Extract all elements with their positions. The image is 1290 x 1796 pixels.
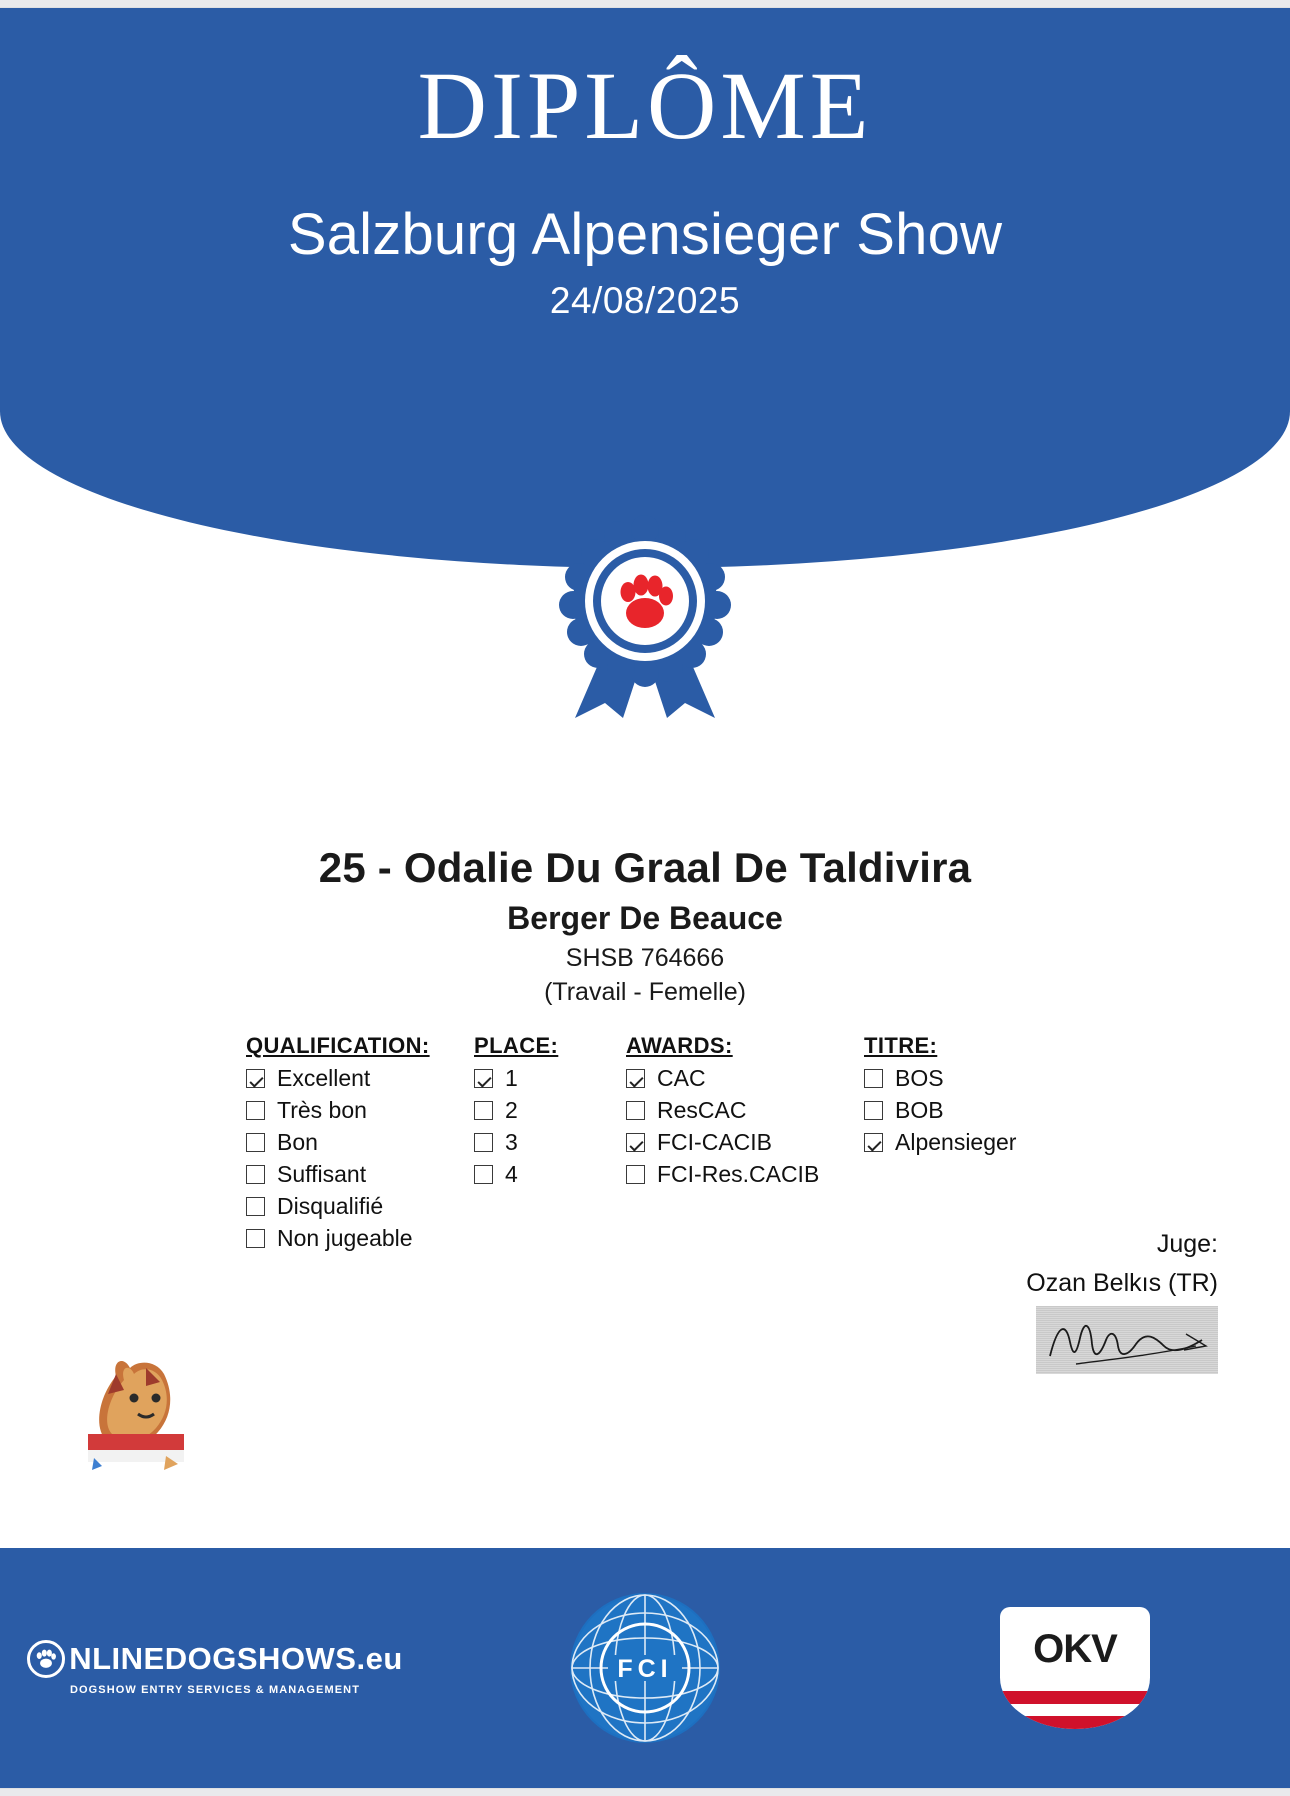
- paw-circle-icon: [27, 1640, 65, 1678]
- place-option-1[interactable]: [474, 1067, 626, 1090]
- fci-logo: [430, 1593, 860, 1743]
- dog-breed-row: [0, 900, 1290, 937]
- option-label: Excellent: [277, 1065, 371, 1091]
- titre-column: [864, 1033, 1104, 1163]
- option-label: 4: [505, 1161, 518, 1187]
- checkbox-checked-icon[interactable]: [626, 1069, 645, 1088]
- austrian-flag-stripes: [1000, 1691, 1150, 1729]
- dog-info: [0, 844, 1290, 1007]
- place-option-4[interactable]: [474, 1163, 626, 1186]
- footer-banner: [0, 1548, 1290, 1788]
- onlinedogshows-logo: [0, 1640, 430, 1696]
- dog-name: 25 - Odalie Du Graal De Taldivira: [318, 844, 972, 891]
- qualification-column: [246, 1033, 474, 1259]
- qualification-option-suffisant[interactable]: [246, 1163, 474, 1186]
- judge-signature: [1036, 1306, 1218, 1374]
- option-label: FCI-CACIB: [657, 1129, 772, 1155]
- header-text-group: [0, 8, 1290, 322]
- option-label: Très bon: [277, 1097, 367, 1123]
- qualification-option-excellent[interactable]: [246, 1067, 474, 1090]
- option-label: ResCAC: [657, 1097, 747, 1123]
- awards-option-cac[interactable]: [626, 1067, 864, 1090]
- place-heading: PLACE:: [474, 1033, 559, 1058]
- dog-photo: [72, 1346, 200, 1474]
- place-column: [474, 1033, 626, 1195]
- judge-name: Ozan Belkıs (TR): [1026, 1269, 1218, 1297]
- judge-label: Juge:: [1156, 1230, 1218, 1258]
- checkbox-icon[interactable]: [626, 1101, 645, 1120]
- checkbox-icon[interactable]: [474, 1165, 493, 1184]
- qualification-heading: QUALIFICATION:: [246, 1033, 430, 1058]
- option-label: Alpensieger: [895, 1129, 1017, 1155]
- option-label: BOS: [895, 1065, 944, 1091]
- onlinedogshows-tagline: DOGSHOW ENTRY SERVICES & MANAGEMENT: [69, 1684, 361, 1696]
- dog-class-sex: (Travail - Femelle): [544, 978, 746, 1006]
- qualification-option-disqualifie[interactable]: [246, 1195, 474, 1218]
- awards-option-fci-res-cacib[interactable]: [626, 1163, 864, 1186]
- checkbox-checked-icon[interactable]: [626, 1133, 645, 1152]
- option-label: Bon: [277, 1129, 318, 1155]
- awards-column: [626, 1033, 864, 1195]
- place-option-2[interactable]: [474, 1099, 626, 1122]
- titre-option-bos[interactable]: [864, 1067, 1104, 1090]
- okv-wordmark: OKV: [1033, 1626, 1117, 1671]
- checkbox-icon[interactable]: [864, 1101, 883, 1120]
- okv-logo: [860, 1607, 1290, 1729]
- option-label: Non jugeable: [277, 1225, 413, 1251]
- header-banner: [0, 8, 1290, 568]
- titre-option-bob[interactable]: [864, 1099, 1104, 1122]
- certificate-sheet: [0, 8, 1290, 1788]
- titre-heading: TITRE:: [864, 1033, 938, 1058]
- checkbox-checked-icon[interactable]: [474, 1069, 493, 1088]
- option-label: FCI-Res.CACIB: [657, 1161, 820, 1187]
- show-date: 24/08/2025: [549, 279, 741, 321]
- option-label: 2: [505, 1097, 518, 1123]
- qualification-option-non-jugeable[interactable]: [246, 1227, 474, 1250]
- checkbox-checked-icon[interactable]: [864, 1133, 883, 1152]
- dog-registration: SHSB 764666: [565, 944, 725, 972]
- awards-option-rescac[interactable]: [626, 1099, 864, 1122]
- qualification-option-tres-bon[interactable]: [246, 1099, 474, 1122]
- checkbox-icon[interactable]: [246, 1165, 265, 1184]
- option-label: Suffisant: [277, 1161, 367, 1187]
- checkbox-icon[interactable]: [474, 1133, 493, 1152]
- results-columns: [246, 1033, 1246, 1259]
- judge-block: [1026, 1230, 1218, 1374]
- dog-breed-label: Berger De Beauce: [507, 900, 783, 936]
- option-label: 1: [505, 1065, 518, 1091]
- checkbox-icon[interactable]: [246, 1133, 265, 1152]
- checkbox-icon[interactable]: [246, 1229, 265, 1248]
- awards-option-fci-cacib[interactable]: [626, 1131, 864, 1154]
- checkbox-icon[interactable]: [626, 1165, 645, 1184]
- option-label: 3: [505, 1129, 518, 1155]
- checkbox-icon[interactable]: [864, 1069, 883, 1088]
- svg-text:FCI: FCI: [617, 1655, 673, 1683]
- checkbox-icon[interactable]: [474, 1101, 493, 1120]
- checkbox-icon[interactable]: [246, 1197, 265, 1216]
- checkbox-checked-icon[interactable]: [246, 1069, 265, 1088]
- dog-breed: [507, 900, 783, 937]
- option-label: BOB: [895, 1097, 944, 1123]
- show-name: Salzburg Alpensieger Show: [287, 201, 1003, 267]
- onlinedogshows-wordmark: NLINEDOGSHOWS.eu: [69, 1641, 403, 1676]
- rosette-icon: [545, 513, 745, 723]
- page-title: DIPLÔME: [417, 52, 873, 159]
- option-label: Disqualifié: [277, 1193, 384, 1219]
- option-label: CAC: [657, 1065, 706, 1091]
- checkbox-icon[interactable]: [246, 1101, 265, 1120]
- titre-option-alpensieger[interactable]: [864, 1131, 1104, 1154]
- awards-heading: AWARDS:: [626, 1033, 733, 1058]
- qualification-option-bon[interactable]: [246, 1131, 474, 1154]
- place-option-3[interactable]: [474, 1131, 626, 1154]
